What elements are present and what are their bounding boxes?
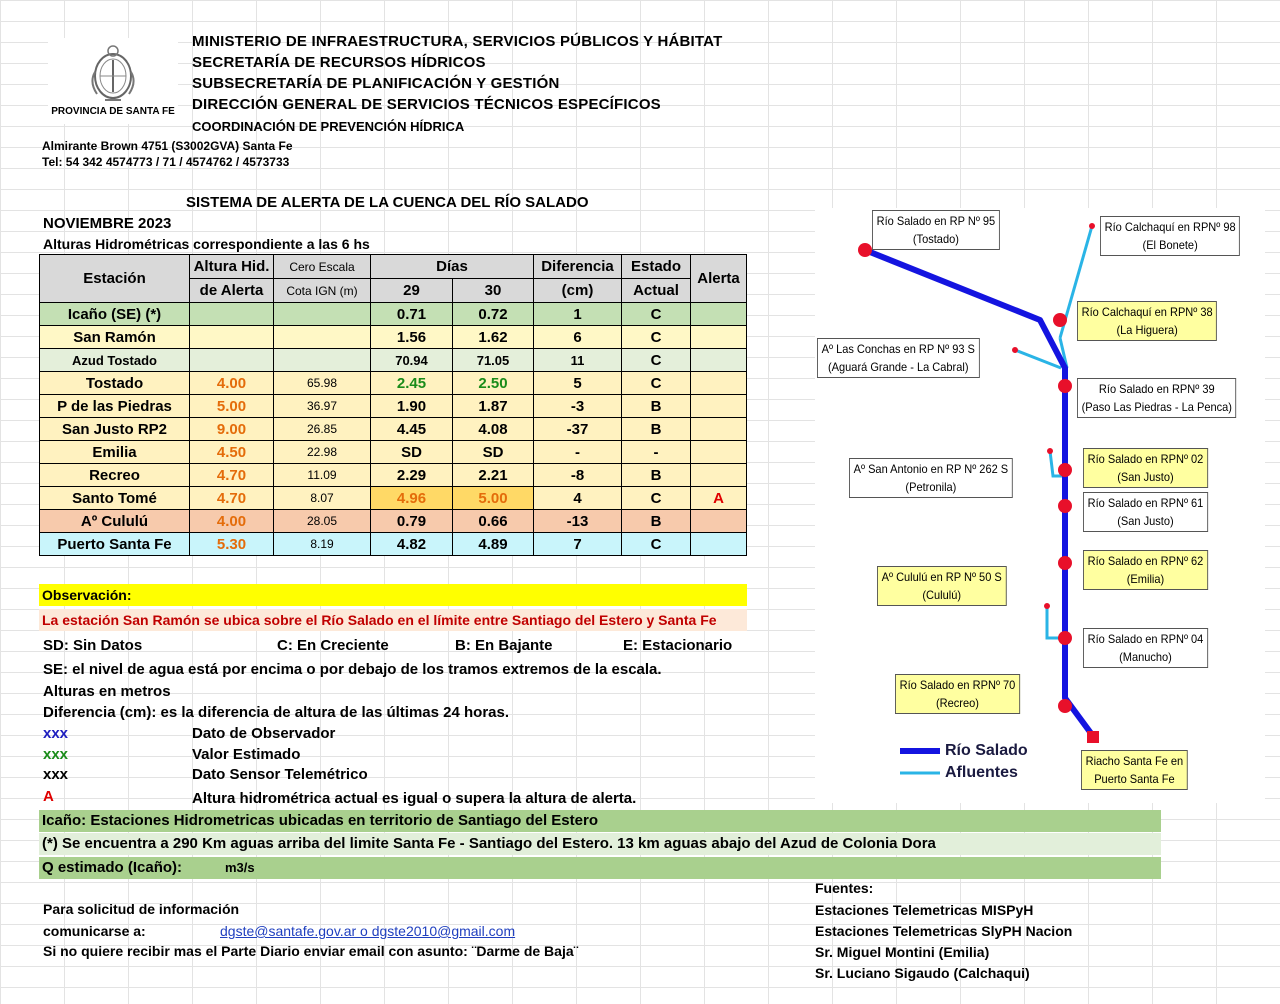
sources-title: Fuentes: bbox=[815, 880, 874, 896]
alert-height-cell bbox=[190, 349, 274, 372]
header-alert: Alerta bbox=[691, 255, 747, 303]
legend-b: B: En Bajante bbox=[455, 637, 553, 654]
day-29-cell: 70.94 bbox=[371, 349, 453, 372]
day-30-cell: 4.89 bbox=[453, 533, 534, 556]
day-29-cell: 1.56 bbox=[371, 326, 453, 349]
difference-cell: 4 bbox=[534, 487, 622, 510]
label-puerto-santa-fe: Riacho Santa Fe en Puerto Santa Fe bbox=[1081, 750, 1188, 790]
zero-scale-cell bbox=[274, 326, 371, 349]
label-manucho: Río Salado en RPNº 04 (Manucho) bbox=[1083, 628, 1208, 668]
source-item: Estaciones Telemetricas MISPyH bbox=[815, 902, 1034, 918]
source-item: Sr. Luciano Sigaudo (Calchaqui) bbox=[815, 965, 1030, 981]
legend-units: Alturas en metros bbox=[43, 683, 171, 700]
observation-label: Observación: bbox=[39, 584, 747, 606]
source-item: Estaciones Telemetricas SlyPH Nacion bbox=[815, 923, 1073, 939]
logo-caption: PROVINCIA DE SANTA FE bbox=[51, 106, 175, 117]
direction-line: DIRECCIÓN GENERAL DE SERVICIOS TÉCNICOS ESPECÍFICOS bbox=[192, 96, 661, 113]
alert-height-cell: 5.00 bbox=[190, 395, 274, 418]
state-cell: - bbox=[622, 441, 691, 464]
header-alert-height: Altura Hid. bbox=[190, 255, 274, 279]
zero-scale-cell: 8.19 bbox=[274, 533, 371, 556]
contact-email-link[interactable]: dgste@santafe.gov.ar o dgste2010@gmail.com bbox=[220, 923, 516, 939]
observation-text: La estación San Ramón se ubica sobre el Río Salado en el límite entre Santiago del Estero y Santa Fe bbox=[39, 609, 747, 631]
state-cell: B bbox=[622, 510, 691, 533]
zero-scale-cell: 28.05 bbox=[274, 510, 371, 533]
secretariat-line: SECRETARÍA DE RECURSOS HÍDRICOS bbox=[192, 54, 486, 71]
day-30-cell: 0.66 bbox=[453, 510, 534, 533]
station-marker-el-bonete bbox=[1089, 223, 1095, 229]
state-cell: C bbox=[622, 349, 691, 372]
station-cell: Azud Tostado bbox=[40, 349, 190, 372]
station-marker-san-justo-61 bbox=[1058, 499, 1072, 513]
table-row bbox=[40, 395, 747, 418]
zero-scale-cell: 8.07 bbox=[274, 487, 371, 510]
label-tostado: Río Salado en RP Nº 95 (Tostado) bbox=[872, 210, 1000, 250]
alert-flag-cell bbox=[691, 464, 747, 487]
header-state-2: Actual bbox=[622, 279, 691, 303]
station-marker-emilia bbox=[1058, 556, 1072, 570]
phone-line: Tel: 54 342 4574773 / 71 / 4574762 / 4573733 bbox=[42, 155, 290, 169]
info-contact: comunicarse a: bbox=[43, 923, 146, 939]
legend-key-observer: xxx bbox=[43, 725, 69, 742]
legend-main-label: Río Salado bbox=[945, 742, 1028, 759]
alert-flag-cell bbox=[691, 418, 747, 441]
state-cell: C bbox=[622, 326, 691, 349]
header-zero-scale-2: Cota IGN (m) bbox=[274, 279, 371, 303]
alert-height-cell: 9.00 bbox=[190, 418, 274, 441]
station-cell: Recreo bbox=[40, 464, 190, 487]
q-estimated bbox=[39, 857, 1161, 879]
report-subtitle: Alturas Hidrométricas correspondiente a las 6 hs bbox=[43, 236, 370, 252]
day-29-cell: 2.45 bbox=[371, 372, 453, 395]
station-marker-puerto-santa-fe bbox=[1087, 731, 1099, 743]
legend-key-estimated: xxx bbox=[43, 746, 69, 763]
station-cell: Icaño (SE) (*) bbox=[40, 303, 190, 326]
label-san-justo-61: Río Salado en RPNº 61 (San Justo) bbox=[1083, 492, 1208, 532]
report-title: SISTEMA DE ALERTA DE LA CUENCA DEL RÍO SALADO bbox=[186, 194, 589, 211]
header-days: Días bbox=[371, 255, 534, 279]
legend-value-estimated: Valor Estimado bbox=[192, 746, 301, 763]
state-cell: B bbox=[622, 418, 691, 441]
legend-value-alert: Altura hidrométrica actual es igual o supera la altura de alerta. bbox=[192, 790, 637, 807]
legend-key-telemetric: xxx bbox=[43, 766, 69, 783]
station-cell: P de las Piedras bbox=[40, 395, 190, 418]
difference-cell: 11 bbox=[534, 349, 622, 372]
subsecretariat-line: SUBSECRETARÍA DE PLANIFICACIÓN Y GESTIÓN bbox=[192, 75, 560, 92]
difference-cell: 7 bbox=[534, 533, 622, 556]
difference-cell: -37 bbox=[534, 418, 622, 441]
station-marker-cululu bbox=[1044, 603, 1050, 609]
table-row bbox=[40, 326, 747, 349]
alert-height-cell: 4.70 bbox=[190, 464, 274, 487]
station-marker-las-conchas bbox=[1012, 347, 1018, 353]
table-row bbox=[40, 349, 747, 372]
label-el-bonete: Río Calchaquí en RPNº 98 (El Bonete) bbox=[1100, 216, 1240, 256]
state-cell: C bbox=[622, 487, 691, 510]
alert-height-cell: 4.00 bbox=[190, 372, 274, 395]
alert-height-cell: 4.50 bbox=[190, 441, 274, 464]
day-29-cell: SD bbox=[371, 441, 453, 464]
legend-value-telemetric: Dato Sensor Telemétrico bbox=[192, 766, 368, 783]
header-difference: Diferencia bbox=[534, 255, 622, 279]
header-difference-2: (cm) bbox=[534, 279, 622, 303]
zero-scale-cell: 65.98 bbox=[274, 372, 371, 395]
zero-scale-cell: 22.98 bbox=[274, 441, 371, 464]
header-day-30: 30 bbox=[453, 279, 534, 303]
day-30-cell: SD bbox=[453, 441, 534, 464]
alert-flag-cell bbox=[691, 441, 747, 464]
q-estimated-label: Q estimado (Icaño): bbox=[42, 859, 183, 876]
river-diagram bbox=[815, 208, 1265, 803]
label-la-higuera: Río Calchaquí en RPNº 38 (La Higuera) bbox=[1077, 301, 1217, 341]
zero-scale-cell bbox=[274, 303, 371, 326]
day-29-cell: 4.45 bbox=[371, 418, 453, 441]
day-29-cell: 0.71 bbox=[371, 303, 453, 326]
alert-flag-cell bbox=[691, 533, 747, 556]
alert-flag-cell bbox=[691, 372, 747, 395]
day-29-cell: 0.79 bbox=[371, 510, 453, 533]
table-row bbox=[40, 441, 747, 464]
label-cululu: Aº Cululú en RP Nº 50 S (Cululú) bbox=[877, 566, 1006, 606]
label-san-antonio: Aº San Antonio en RP Nº 262 S (Petronila) bbox=[849, 458, 1013, 498]
zero-scale-cell: 11.09 bbox=[274, 464, 371, 487]
alert-flag-cell bbox=[691, 510, 747, 533]
table-row bbox=[40, 464, 747, 487]
state-cell: C bbox=[622, 303, 691, 326]
label-paso-piedras: Río Salado en RPNº 39 (Paso Las Piedras - La Penca) bbox=[1077, 378, 1237, 418]
source-item: Sr. Miguel Montini (Emilia) bbox=[815, 944, 990, 960]
coat-of-arms-icon bbox=[85, 42, 141, 104]
star-note: (*) Se encuentra a 290 Km aguas arriba del limite Santa Fe - Santiago del Estero. 13 km aguas abajo del Azud de Colonia Dora bbox=[39, 833, 1161, 855]
alert-height-cell bbox=[190, 303, 274, 326]
day-29-cell: 4.82 bbox=[371, 533, 453, 556]
address-line: Almirante Brown 4751 (S3002GVA) Santa Fe bbox=[42, 139, 293, 153]
table-row bbox=[40, 303, 747, 326]
alert-flag-cell bbox=[691, 326, 747, 349]
difference-cell: 1 bbox=[534, 303, 622, 326]
station-marker-san-antonio bbox=[1047, 448, 1053, 454]
unsubscribe-note: Si no quiere recibir mas el Parte Diario enviar email con asunto: ¨Darme de Baja¨ bbox=[43, 943, 579, 959]
state-cell: B bbox=[622, 395, 691, 418]
station-cell: Puerto Santa Fe bbox=[40, 533, 190, 556]
zero-scale-cell bbox=[274, 349, 371, 372]
header-day-29: 29 bbox=[371, 279, 453, 303]
difference-cell: -13 bbox=[534, 510, 622, 533]
label-san-justo-02: Río Salado en RPNº 02 (San Justo) bbox=[1083, 448, 1208, 488]
station-marker-la-higuera bbox=[1053, 313, 1067, 327]
legend-key-alert: A bbox=[43, 788, 54, 805]
header-zero-scale: Cero Escala bbox=[274, 255, 371, 279]
day-29-cell: 4.96 bbox=[371, 487, 453, 510]
coordination-line: COORDINACIÓN DE PREVENCIÓN HÍDRICA bbox=[192, 119, 465, 134]
table-row bbox=[40, 487, 747, 510]
difference-cell: -3 bbox=[534, 395, 622, 418]
state-cell: C bbox=[622, 372, 691, 395]
header-station: Estación bbox=[40, 255, 190, 303]
day-30-cell: 5.00 bbox=[453, 487, 534, 510]
legend-difference: Diferencia (cm): es la diferencia de altura de las últimas 24 horas. bbox=[43, 704, 510, 721]
day-30-cell: 0.72 bbox=[453, 303, 534, 326]
alert-flag-cell bbox=[691, 395, 747, 418]
station-cell: Santo Tomé bbox=[40, 487, 190, 510]
day-30-cell: 1.87 bbox=[453, 395, 534, 418]
station-marker-recreo bbox=[1058, 699, 1072, 713]
station-cell: San Justo RP2 bbox=[40, 418, 190, 441]
day-29-cell: 1.90 bbox=[371, 395, 453, 418]
zero-scale-cell: 36.97 bbox=[274, 395, 371, 418]
table-row bbox=[40, 418, 747, 441]
day-29-cell: 2.29 bbox=[371, 464, 453, 487]
table-row bbox=[40, 372, 747, 395]
day-30-cell: 1.62 bbox=[453, 326, 534, 349]
legend-c: C: En Creciente bbox=[277, 637, 389, 654]
alert-height-cell: 4.70 bbox=[190, 487, 274, 510]
day-30-cell: 2.50 bbox=[453, 372, 534, 395]
day-30-cell: 2.21 bbox=[453, 464, 534, 487]
info-request: Para solicitud de información bbox=[43, 901, 240, 917]
legend-tributary-label: Afluentes bbox=[945, 764, 1018, 781]
station-cell: Tostado bbox=[40, 372, 190, 395]
alert-flag-cell: A bbox=[691, 487, 747, 510]
legend-se: SE: el nivel de agua está por encima o por debajo de los tramos extremos de la escala. bbox=[43, 661, 662, 678]
alert-height-cell: 5.30 bbox=[190, 533, 274, 556]
q-estimated-unit: m3/s bbox=[225, 860, 255, 875]
station-marker-san-justo-02 bbox=[1058, 463, 1072, 477]
station-marker-manucho bbox=[1058, 631, 1072, 645]
table-row bbox=[40, 510, 747, 533]
legend-value-observer: Dato de Observador bbox=[192, 725, 336, 742]
alert-height-cell bbox=[190, 326, 274, 349]
station-marker-tostado bbox=[858, 243, 872, 257]
station-marker-paso-piedras bbox=[1058, 379, 1072, 393]
label-emilia: Río Salado en RPNº 62 (Emilia) bbox=[1083, 550, 1208, 590]
difference-cell: - bbox=[534, 441, 622, 464]
alert-flag-cell bbox=[691, 303, 747, 326]
station-cell: San Ramón bbox=[40, 326, 190, 349]
alert-height-cell: 4.00 bbox=[190, 510, 274, 533]
station-cell: Emilia bbox=[40, 441, 190, 464]
day-30-cell: 71.05 bbox=[453, 349, 534, 372]
day-30-cell: 4.08 bbox=[453, 418, 534, 441]
difference-cell: 6 bbox=[534, 326, 622, 349]
stations-table bbox=[39, 254, 747, 556]
state-cell: C bbox=[622, 533, 691, 556]
difference-cell: -8 bbox=[534, 464, 622, 487]
label-recreo: Río Salado en RPNº 70 (Recreo) bbox=[895, 674, 1020, 714]
label-las-conchas: Aº Las Conchas en RP Nº 93 S (Aguará Grande - La Cabral) bbox=[817, 338, 980, 378]
legend-sd: SD: Sin Datos bbox=[43, 637, 143, 654]
ministry-line: MINISTERIO DE INFRAESTRUCTURA, SERVICIOS PÚBLICOS Y HÁBITAT bbox=[192, 33, 723, 50]
province-logo bbox=[48, 38, 178, 124]
alert-flag-cell bbox=[691, 349, 747, 372]
difference-cell: 5 bbox=[534, 372, 622, 395]
legend-e: E: Estacionario bbox=[623, 637, 733, 654]
header-state: Estado bbox=[622, 255, 691, 279]
header-alert-height-2: de Alerta bbox=[190, 279, 274, 303]
report-month: NOVIEMBRE 2023 bbox=[43, 215, 172, 232]
station-cell: Aº Cululú bbox=[40, 510, 190, 533]
table-row bbox=[40, 533, 747, 556]
state-cell: B bbox=[622, 464, 691, 487]
zero-scale-cell: 26.85 bbox=[274, 418, 371, 441]
icano-note: Icaño: Estaciones Hidrometricas ubicadas en territorio de Santiago del Estero bbox=[39, 810, 1161, 832]
